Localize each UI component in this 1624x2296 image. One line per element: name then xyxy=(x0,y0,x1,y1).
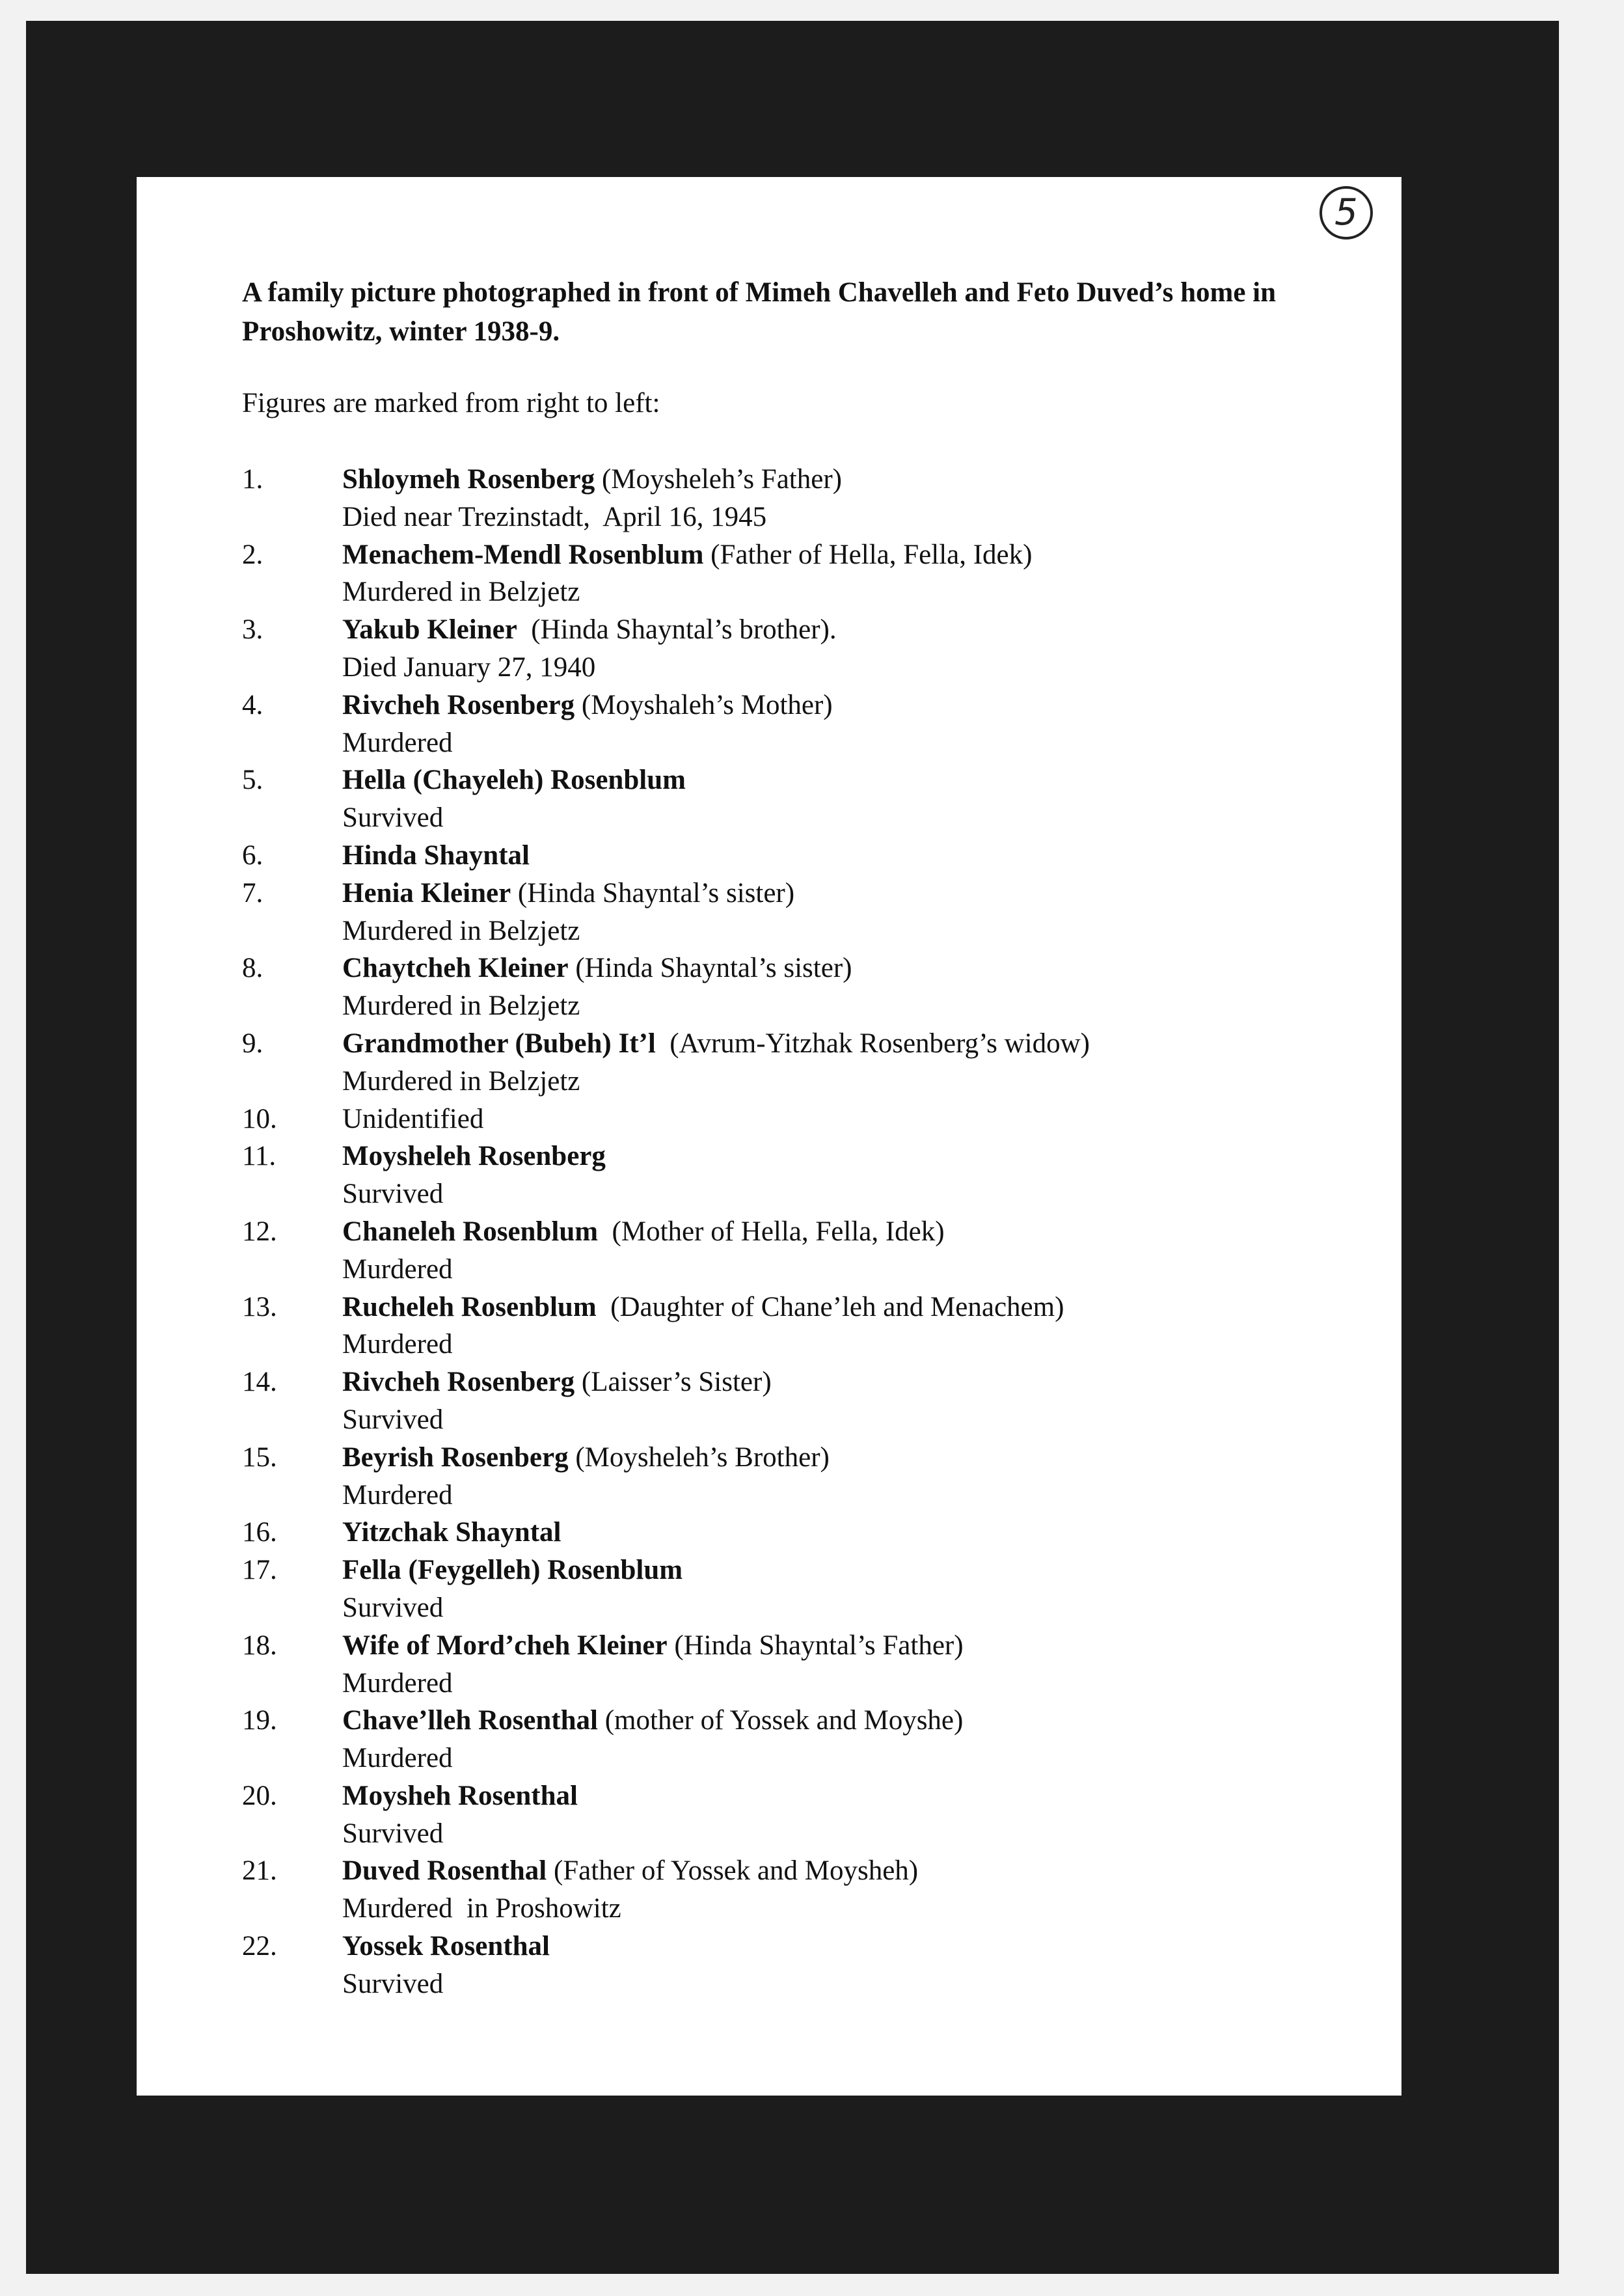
figure-name: Henia Kleiner xyxy=(342,877,511,909)
figure-fate: Murdered xyxy=(342,1479,453,1510)
figure-relation-note: (Laisser’s Sister) xyxy=(575,1367,772,1398)
figure-relation-note: (Moyshaleh’s Mother) xyxy=(575,689,833,720)
figure-entry xyxy=(242,875,1348,950)
figure-details xyxy=(342,1100,1348,1138)
figure-heading-line xyxy=(342,1777,1348,1815)
figure-details xyxy=(342,536,1348,612)
figure-fate: Survived xyxy=(342,802,444,834)
figure-heading-line xyxy=(342,1702,1348,1740)
figure-name: Yakub Kleiner xyxy=(342,614,517,646)
figure-entry xyxy=(242,1100,1348,1138)
figure-relation-note: (Mother of Hella, Fella, Idek) xyxy=(598,1216,945,1247)
figure-details xyxy=(342,1439,1348,1514)
figure-details xyxy=(342,837,1348,875)
figure-number: 13. xyxy=(242,1291,277,1322)
figure-entry xyxy=(242,536,1348,612)
figure-relation-note: (Hinda Shayntal’s Father) xyxy=(667,1630,964,1661)
figure-number: 21. xyxy=(242,1855,277,1887)
figure-details xyxy=(342,1551,1348,1627)
figure-heading-line xyxy=(342,1514,1348,1551)
figure-number: 7. xyxy=(242,877,264,909)
figure-entry xyxy=(242,1213,1348,1289)
figure-number: 6. xyxy=(242,840,264,871)
figure-entry xyxy=(242,687,1348,762)
figure-details xyxy=(342,1213,1348,1289)
figure-fate: Survived xyxy=(342,1968,444,1999)
figure-heading-line xyxy=(342,950,1348,987)
figure-heading-line xyxy=(342,875,1348,912)
figure-fate: Survived xyxy=(342,1818,444,1849)
figure-fate: Murdered in Proshowitz xyxy=(342,1893,621,1924)
figure-entry xyxy=(242,1627,1348,1702)
figure-name: Chave’lleh Rosenthal xyxy=(342,1705,598,1736)
figure-heading-line xyxy=(342,1213,1348,1251)
figure-name: Moysheh Rosenthal xyxy=(342,1780,578,1811)
figure-number: 16. xyxy=(242,1517,277,1548)
figure-details xyxy=(342,1289,1348,1364)
figure-number: 14. xyxy=(242,1367,277,1398)
figure-heading-line xyxy=(342,1928,1348,1965)
figure-details xyxy=(342,461,1348,536)
figure-entry xyxy=(242,1025,1348,1100)
figure-number: 18. xyxy=(242,1630,277,1661)
figure-fate: Murdered xyxy=(342,727,453,758)
figure-details xyxy=(342,875,1348,950)
figure-details xyxy=(342,1514,1348,1551)
figure-number: 12. xyxy=(242,1216,277,1247)
figure-number: 22. xyxy=(242,1931,277,1962)
figure-heading-line xyxy=(342,611,1348,649)
figure-fate: Murdered xyxy=(342,1667,453,1699)
figure-relation-note: (Father of Yossek and Moysheh) xyxy=(547,1855,919,1887)
figure-number: 4. xyxy=(242,689,264,720)
figure-fate: Murdered xyxy=(342,1743,453,1774)
figure-entry xyxy=(242,611,1348,687)
figure-entry xyxy=(242,1363,1348,1439)
figure-name: Menachem-Mendl Rosenblum xyxy=(342,539,704,570)
figure-fate: Died near Trezinstadt, April 16, 1945 xyxy=(342,501,767,532)
figure-details xyxy=(342,1025,1348,1100)
figure-details xyxy=(342,611,1348,687)
figure-details xyxy=(342,1363,1348,1439)
figure-name: Chaytcheh Kleiner xyxy=(342,953,569,984)
figure-fate: Murdered in Belzjetz xyxy=(342,1065,580,1097)
figure-name: Chaneleh Rosenblum xyxy=(342,1216,599,1247)
figure-entry xyxy=(242,1928,1348,2003)
figure-name: Hinda Shayntal xyxy=(342,840,530,871)
document-title: A family picture photographed in front of Mimeh Chavelleh and Feto Duved’s home in Proshowitz, winter 1938-9. xyxy=(242,277,1277,347)
figure-number: 19. xyxy=(242,1705,277,1736)
figure-fate: Murdered in Belzjetz xyxy=(342,991,580,1022)
figure-heading-line xyxy=(342,536,1348,574)
figure-heading-line xyxy=(342,837,1348,875)
figure-name: Rucheleh Rosenblum xyxy=(342,1291,597,1322)
figure-entry xyxy=(242,1439,1348,1514)
figure-heading-line xyxy=(342,1100,1348,1138)
figure-details xyxy=(342,1702,1348,1777)
figure-heading-line xyxy=(342,1439,1348,1477)
figure-fate: Survived xyxy=(342,1592,444,1623)
figure-number: 9. xyxy=(242,1028,264,1059)
figure-number: 20. xyxy=(242,1780,277,1811)
figure-heading-line xyxy=(342,1138,1348,1175)
figure-relation-note: (Daughter of Chane’leh and Menachem) xyxy=(596,1291,1064,1322)
figure-heading-line xyxy=(342,461,1348,499)
figure-entry xyxy=(242,761,1348,837)
figure-heading-line xyxy=(342,761,1348,799)
document-sheet xyxy=(137,177,1401,2096)
figure-entry xyxy=(242,837,1348,875)
figure-name: Hella (Chayeleh) Rosenblum xyxy=(342,765,686,796)
figure-fate: Murdered in Belzjetz xyxy=(342,915,580,946)
figure-relation-note: (Avrum-Yitzhak Rosenberg’s widow) xyxy=(655,1028,1090,1059)
figure-relation-note: (Moysheleh’s Father) xyxy=(595,464,842,495)
figure-relation-note: (Moysheleh’s Brother) xyxy=(568,1442,830,1473)
figure-details xyxy=(342,1627,1348,1702)
figure-number: 17. xyxy=(242,1555,277,1586)
figure-relation-note: (mother of Yossek and Moyshe) xyxy=(597,1705,964,1736)
figure-heading-line xyxy=(342,687,1348,724)
figure-name: Wife of Mord’cheh Kleiner xyxy=(342,1630,668,1661)
figure-entry xyxy=(242,1514,1348,1551)
figure-details xyxy=(342,1138,1348,1213)
figure-heading-line xyxy=(342,1852,1348,1890)
figure-number: 2. xyxy=(242,539,264,570)
figure-entry xyxy=(242,1289,1348,1364)
figure-number: 15. xyxy=(242,1442,277,1473)
figure-relation-note: (Hinda Shayntal’s sister) xyxy=(568,953,852,984)
figure-relation-note: (Hinda Shayntal’s brother). xyxy=(517,614,837,646)
figure-details xyxy=(342,1777,1348,1853)
figure-details xyxy=(342,761,1348,837)
figure-entry xyxy=(242,1702,1348,1777)
figure-details xyxy=(342,1852,1348,1928)
figure-entry xyxy=(242,1777,1348,1853)
figure-fate: Murdered xyxy=(342,1329,453,1360)
handwritten-page-number: 5 xyxy=(1320,186,1373,239)
figure-relation-note: Unidentified xyxy=(342,1103,484,1134)
figure-name: Fella (Feygelleh) Rosenblum xyxy=(342,1555,683,1586)
figure-heading-line xyxy=(342,1627,1348,1665)
figure-name: Beyrish Rosenberg xyxy=(342,1442,569,1473)
figure-name: Moysheleh Rosenberg xyxy=(342,1141,606,1172)
figure-name: Rivcheh Rosenberg xyxy=(342,689,575,720)
figure-number: 8. xyxy=(242,953,264,984)
figure-name: Shloymeh Rosenberg xyxy=(342,464,595,495)
figure-entry xyxy=(242,1138,1348,1213)
figure-details xyxy=(342,950,1348,1025)
figure-relation-note: (Hinda Shayntal’s sister) xyxy=(511,877,795,909)
figure-details xyxy=(342,687,1348,762)
figure-name: Yitzchak Shayntal xyxy=(342,1517,562,1548)
intro-text: Figures are marked from right to left: xyxy=(242,388,660,418)
figure-name: Grandmother (Bubeh) It’l xyxy=(342,1028,656,1059)
figure-entry xyxy=(242,1852,1348,1928)
figure-number: 10. xyxy=(242,1103,277,1134)
figure-relation-note: (Father of Hella, Fella, Idek) xyxy=(703,539,1033,570)
figure-fate: Murdered in Belzjetz xyxy=(342,577,580,608)
figures-list xyxy=(242,461,1348,2003)
figure-heading-line xyxy=(342,1363,1348,1401)
figure-fate: Survived xyxy=(342,1179,444,1210)
figure-heading-line xyxy=(342,1289,1348,1326)
figure-heading-line xyxy=(342,1025,1348,1063)
figure-number: 1. xyxy=(242,464,264,495)
figure-entry xyxy=(242,461,1348,536)
figure-fate: Survived xyxy=(342,1404,444,1435)
figure-name: Duved Rosenthal xyxy=(342,1855,547,1887)
figure-number: 3. xyxy=(242,614,264,646)
figure-number: 11. xyxy=(242,1141,277,1172)
figure-fate: Murdered xyxy=(342,1253,453,1285)
figure-number: 5. xyxy=(242,765,264,796)
figure-entry xyxy=(242,1551,1348,1627)
figure-name: Yossek Rosenthal xyxy=(342,1931,550,1962)
figure-heading-line xyxy=(342,1551,1348,1589)
figure-entry xyxy=(242,950,1348,1025)
figure-fate: Died January 27, 1940 xyxy=(342,651,596,683)
figure-name: Rivcheh Rosenberg xyxy=(342,1367,575,1398)
figure-details xyxy=(342,1928,1348,2003)
